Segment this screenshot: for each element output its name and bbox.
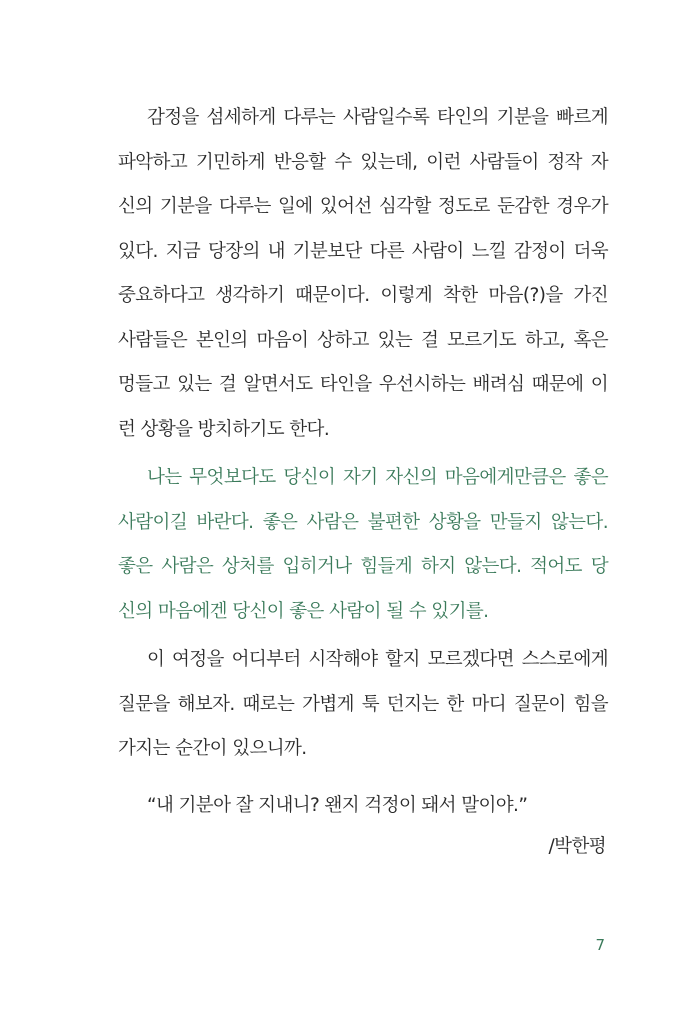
quote-paragraph xyxy=(118,784,608,829)
paragraph-line: 이 여정을 어디부터 시작해야 할지 모르겠다면 스스로에게 xyxy=(147,649,608,670)
paragraph-line: 런 상황을 방치하기도 한다. xyxy=(118,418,330,440)
paragraph-line: 사람들은 본인의 마음이 상하고 있는 걸 모르기도 하고, 혹은 xyxy=(118,329,608,351)
author-signature: /박한평 xyxy=(548,836,606,857)
paragraph-line: 가지는 순간이 있으니까. xyxy=(118,738,307,759)
paragraph-line: 멍들고 있는 걸 알면서도 타인을 우선시하는 배려심 때문에 이 xyxy=(118,374,608,395)
paragraph-line: 중요하다고 생각하기 때문이다. 이렇게 착한 마음(?)을 가진 xyxy=(118,285,608,306)
paragraph-line: 좋은 사람은 상처를 입히거나 힘들게 하지 않는다. 적어도 당 xyxy=(118,556,608,577)
paragraph-line: 질문을 해보자. 때로는 가볍게 툭 던지는 한 마디 질문이 힘을 xyxy=(118,693,608,715)
paragraph-line: 사람이길 바란다. 좋은 사람은 불편한 상황을 만들지 않는다. xyxy=(118,511,608,533)
quote-line: “내 기분아 잘 지내니? 왠지 걱정이 돼서 말이야.” xyxy=(147,795,528,816)
paragraph-line: 감정을 섬세하게 다루는 사람일수록 타인의 기분을 빠르게 xyxy=(147,107,608,128)
paragraph-line: 있다. 지금 당장의 내 기분보단 다른 사람이 느낄 감정이 더욱 xyxy=(118,240,608,262)
paragraph-1 xyxy=(118,96,608,452)
paragraph-line: 신의 마음에겐 당신이 좋은 사람이 될 수 있기를. xyxy=(118,600,489,622)
paragraph-line: 신의 기분을 다루는 일에 있어선 심각할 정도로 둔감한 경우가 xyxy=(118,196,608,217)
paragraph-2-highlight xyxy=(118,456,608,634)
paragraph-3 xyxy=(118,638,608,772)
page-number: 7 xyxy=(595,936,605,954)
paragraph-line: 나는 무엇보다도 당신이 자기 자신의 마음에게만큼은 좋은 xyxy=(147,467,608,488)
paragraph-line: 파악하고 기민하게 반응할 수 있는데, 이런 사람들이 정작 자 xyxy=(118,151,608,173)
